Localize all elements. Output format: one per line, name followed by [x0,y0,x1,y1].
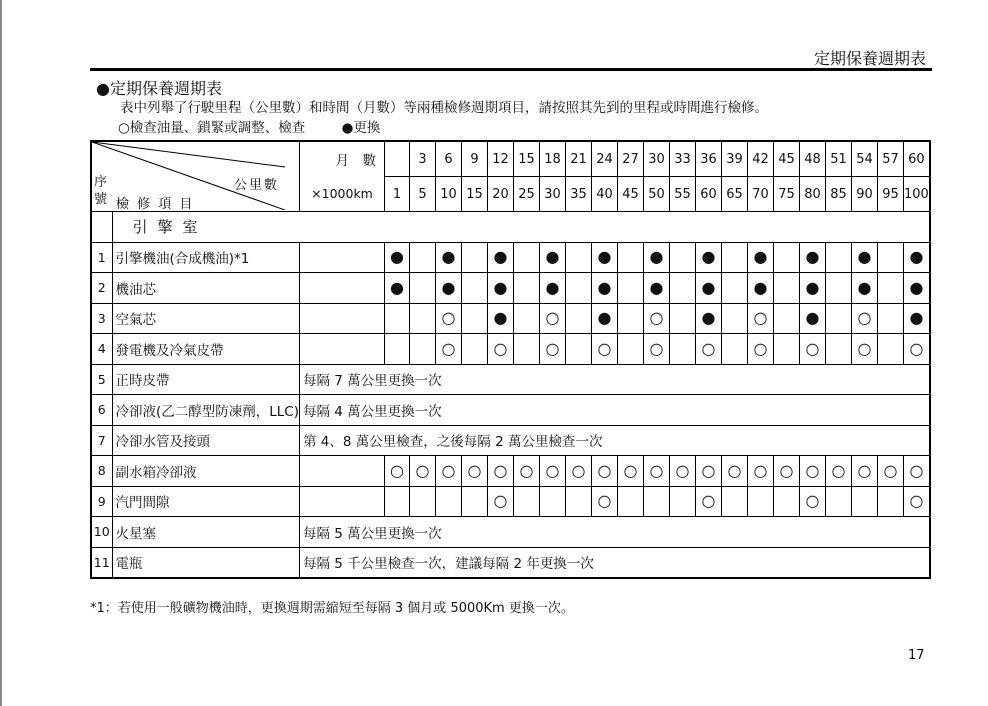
month-cell [385,141,410,177]
replace-mark: ● [644,273,670,304]
inspect-mark: ○ [592,456,618,487]
empty-cell [618,242,644,273]
inspect-mark: ○ [644,334,670,365]
inspect-mark: ○ [644,303,670,334]
empty-cell [514,303,540,334]
empty-cell [722,273,748,304]
inspect-mark: ○ [618,456,644,487]
table-row [91,456,930,487]
inspect-mark: ○ [566,456,592,487]
schedule-note: 每隔 4 萬公里更換一次 [300,395,930,426]
month-cell: 36 [696,141,722,177]
month-cell: 39 [722,141,748,177]
empty-cell [618,273,644,304]
empty-cell [618,303,644,334]
row-number: 5 [91,364,112,395]
intro-text: 表中列舉了行駛里程（公里數）和時間（月數）等兩種檢修週期項目，請按照其先到的里程或時間進行檢修。 [120,100,768,116]
table-row [91,273,930,304]
inspect-mark: ○ [670,456,696,487]
table-row [91,517,930,548]
unit-spacer [300,273,385,304]
empty-cell [826,486,852,517]
item-name: 冷卻液(乙二醇型防凍劑，LLC) [112,395,300,426]
row-number: 9 [91,486,112,517]
inspect-mark: ○ [488,456,514,487]
inspect-mark: ○ [436,303,462,334]
empty-cell [748,486,774,517]
replace-mark: ● [592,273,618,304]
inspect-mark: ○ [852,334,878,365]
km-cell: 35 [566,177,592,212]
header-row-months [91,141,930,177]
table-row [91,547,930,578]
schedule-note: 每隔 5 千公里檢查一次，建議每隔 2 年更換一次 [300,547,930,578]
month-cell: 27 [618,141,644,177]
km-cell: 75 [774,177,800,212]
empty-cell [618,334,644,365]
row-number: 6 [91,395,112,426]
empty-cell [514,242,540,273]
km-cell: 55 [670,177,696,212]
unit-label: ×1000km [300,177,385,212]
table-row [91,242,930,273]
empty-cell [878,303,904,334]
empty-cell [826,242,852,273]
empty-cell [878,273,904,304]
inspect-mark: ○ [410,456,436,487]
item-name: 發電機及冷氣皮帶 [112,334,300,365]
legend [118,116,412,136]
empty-cell [385,334,410,365]
empty-cell [670,334,696,365]
month-cell: 54 [852,141,878,177]
row-number: 1 [91,242,112,273]
legend-inspect: ○檢查油量、鎖緊或調整、檢查 [118,120,306,136]
inspect-mark: ○ [592,486,618,517]
inspect-mark: ○ [436,456,462,487]
empty-cell [722,334,748,365]
inspect-mark: ○ [462,456,488,487]
km-cell: 20 [488,177,514,212]
item-name: 電瓶 [112,547,300,578]
replace-mark: ● [436,242,462,273]
inspect-mark: ○ [488,334,514,365]
inspect-mark: ○ [826,456,852,487]
item-name: 正時皮帶 [112,364,300,395]
empty-cell [385,303,410,334]
empty-cell [826,334,852,365]
replace-mark: ● [852,242,878,273]
month-cell: 42 [748,141,774,177]
replace-mark: ● [488,242,514,273]
empty-cell [436,486,462,517]
km-cell: 5 [410,177,436,212]
empty-cell [462,303,488,334]
empty-cell [722,486,748,517]
empty-cell [566,273,592,304]
month-cell: 12 [488,141,514,177]
km-cell: 45 [618,177,644,212]
month-cell: 57 [878,141,904,177]
section-title-engine-room: 引擎室 [112,212,930,243]
inspect-mark: ○ [800,456,826,487]
empty-cell [566,303,592,334]
km-label: 公里數 [234,178,280,193]
section-row [91,212,930,243]
empty-cell [852,486,878,517]
replace-mark: ● [696,303,722,334]
empty-cell [878,334,904,365]
replace-mark: ● [540,242,566,273]
inspect-mark: ○ [800,486,826,517]
replace-mark: ● [436,273,462,304]
item-name: 空氣芯 [112,303,300,334]
item-label: 檢 修 項 目 [116,197,195,212]
replace-mark: ● [800,303,826,334]
footnote: *1：若使用一般礦物機油時，更換週期需縮短至每隔 3 個月或 5000Km 更換一次。 [90,601,574,616]
empty-cell [878,242,904,273]
km-cell: 10 [436,177,462,212]
empty-cell [410,242,436,273]
inspect-mark: ○ [748,303,774,334]
unit-spacer [300,242,385,273]
inspect-mark: ○ [540,334,566,365]
page-number: 17 [908,648,925,663]
replace-mark: ● [385,273,410,304]
month-cell: 45 [774,141,800,177]
empty-cell [514,334,540,365]
row-number: 8 [91,456,112,487]
inspect-mark: ○ [696,334,722,365]
replace-mark: ● [852,273,878,304]
inspect-mark: ○ [904,456,930,487]
item-name: 汽門間隙 [112,486,300,517]
item-name: 機油芯 [112,273,300,304]
empty-cell [385,486,410,517]
empty-cell [462,334,488,365]
km-cell: 90 [852,177,878,212]
months-label: 月 數 [300,141,385,177]
month-cell: 60 [904,141,930,177]
empty-cell [774,334,800,365]
empty-cell [722,242,748,273]
km-cell: 95 [878,177,904,212]
unit-spacer [300,456,385,487]
item-name: 副水箱冷卻液 [112,456,300,487]
replace-mark: ● [748,273,774,304]
empty-cell [670,273,696,304]
row-number: 2 [91,273,112,304]
replace-mark: ● [696,273,722,304]
replace-mark: ● [748,242,774,273]
km-cell: 60 [696,177,722,212]
table-row [91,425,930,456]
empty-cell [540,486,566,517]
km-cell: 25 [514,177,540,212]
empty-cell [826,273,852,304]
inspect-mark: ○ [385,456,410,487]
inspect-mark: ○ [878,456,904,487]
page-header: 定期保養週期表 [813,49,926,68]
empty-cell [514,486,540,517]
empty-cell [670,486,696,517]
empty-cell [618,486,644,517]
inspect-mark: ○ [852,456,878,487]
table-corner-header [91,141,300,212]
replace-mark: ● [644,242,670,273]
replace-mark: ● [904,242,930,273]
empty-cell [878,486,904,517]
empty-cell [670,303,696,334]
month-cell: 33 [670,141,696,177]
km-cell: 15 [462,177,488,212]
empty-cell [826,303,852,334]
inspect-mark: ○ [540,303,566,334]
row-number: 10 [91,517,112,548]
inspect-mark: ○ [696,456,722,487]
km-cell: 70 [748,177,774,212]
schedule-note: 每隔 7 萬公里更換一次 [300,364,930,395]
km-cell: 80 [800,177,826,212]
inspect-mark: ○ [800,334,826,365]
item-name: 冷卻水管及接頭 [112,425,300,456]
table-row [91,303,930,334]
month-cell: 3 [410,141,436,177]
section-title: ●定期保養週期表 [96,79,222,98]
inspect-mark: ○ [722,456,748,487]
month-cell: 18 [540,141,566,177]
row-number: 11 [91,547,112,578]
empty-cell [410,303,436,334]
month-cell: 6 [436,141,462,177]
month-cell: 51 [826,141,852,177]
unit-spacer [300,486,385,517]
header-rule [90,68,932,71]
km-cell: 100 [904,177,930,212]
maintenance-table [90,140,931,579]
row-number: 7 [91,425,112,456]
replace-mark: ● [592,303,618,334]
replace-mark: ● [904,273,930,304]
replace-mark: ● [540,273,566,304]
km-cell: 85 [826,177,852,212]
inspect-mark: ○ [748,456,774,487]
month-cell: 9 [462,141,488,177]
month-cell: 15 [514,141,540,177]
replace-mark: ● [904,303,930,334]
inspect-mark: ○ [748,334,774,365]
row-number: 3 [91,303,112,334]
replace-mark: ● [696,242,722,273]
empty-cell [514,273,540,304]
inspect-mark: ○ [696,486,722,517]
unit-spacer [300,334,385,365]
empty-cell [410,486,436,517]
replace-mark: ● [592,242,618,273]
table-row [91,486,930,517]
table-row [91,334,930,365]
schedule-note: 第 4、8 萬公里檢查，之後每隔 2 萬公里檢查一次 [300,425,930,456]
empty-cell [774,242,800,273]
month-cell: 30 [644,141,670,177]
replace-mark: ● [800,242,826,273]
replace-mark: ● [488,273,514,304]
empty-cell [410,273,436,304]
section-spacer [91,212,112,243]
empty-cell [722,303,748,334]
unit-spacer [300,303,385,334]
inspect-mark: ○ [488,486,514,517]
km-cell: 30 [540,177,566,212]
empty-cell [774,486,800,517]
empty-cell [566,242,592,273]
inspect-mark: ○ [514,456,540,487]
legend-replace: ●更換 [341,120,381,136]
replace-mark: ● [800,273,826,304]
empty-cell [566,486,592,517]
seq-label: 序號 [94,175,108,207]
inspect-mark: ○ [904,334,930,365]
empty-cell [644,486,670,517]
schedule-note: 每隔 5 萬公里更換一次 [300,517,930,548]
inspect-mark: ○ [592,334,618,365]
empty-cell [774,273,800,304]
table-row [91,364,930,395]
month-cell: 24 [592,141,618,177]
inspect-mark: ○ [644,456,670,487]
empty-cell [670,242,696,273]
empty-cell [566,334,592,365]
empty-cell [462,273,488,304]
empty-cell [410,334,436,365]
km-cell: 65 [722,177,748,212]
inspect-mark: ○ [436,334,462,365]
month-cell: 21 [566,141,592,177]
table-row [91,395,930,426]
item-name: 引擎機油(合成機油)*1 [112,242,300,273]
empty-cell [774,303,800,334]
row-number: 4 [91,334,112,365]
page-edge [0,0,2,706]
inspect-mark: ○ [904,486,930,517]
replace-mark: ● [488,303,514,334]
replace-mark: ● [385,242,410,273]
empty-cell [462,242,488,273]
km-cell: 50 [644,177,670,212]
empty-cell [462,486,488,517]
inspect-mark: ○ [540,456,566,487]
month-cell: 48 [800,141,826,177]
item-name: 火星塞 [112,517,300,548]
inspect-mark: ○ [774,456,800,487]
km-cell: 1 [385,177,410,212]
inspect-mark: ○ [852,303,878,334]
km-cell: 40 [592,177,618,212]
